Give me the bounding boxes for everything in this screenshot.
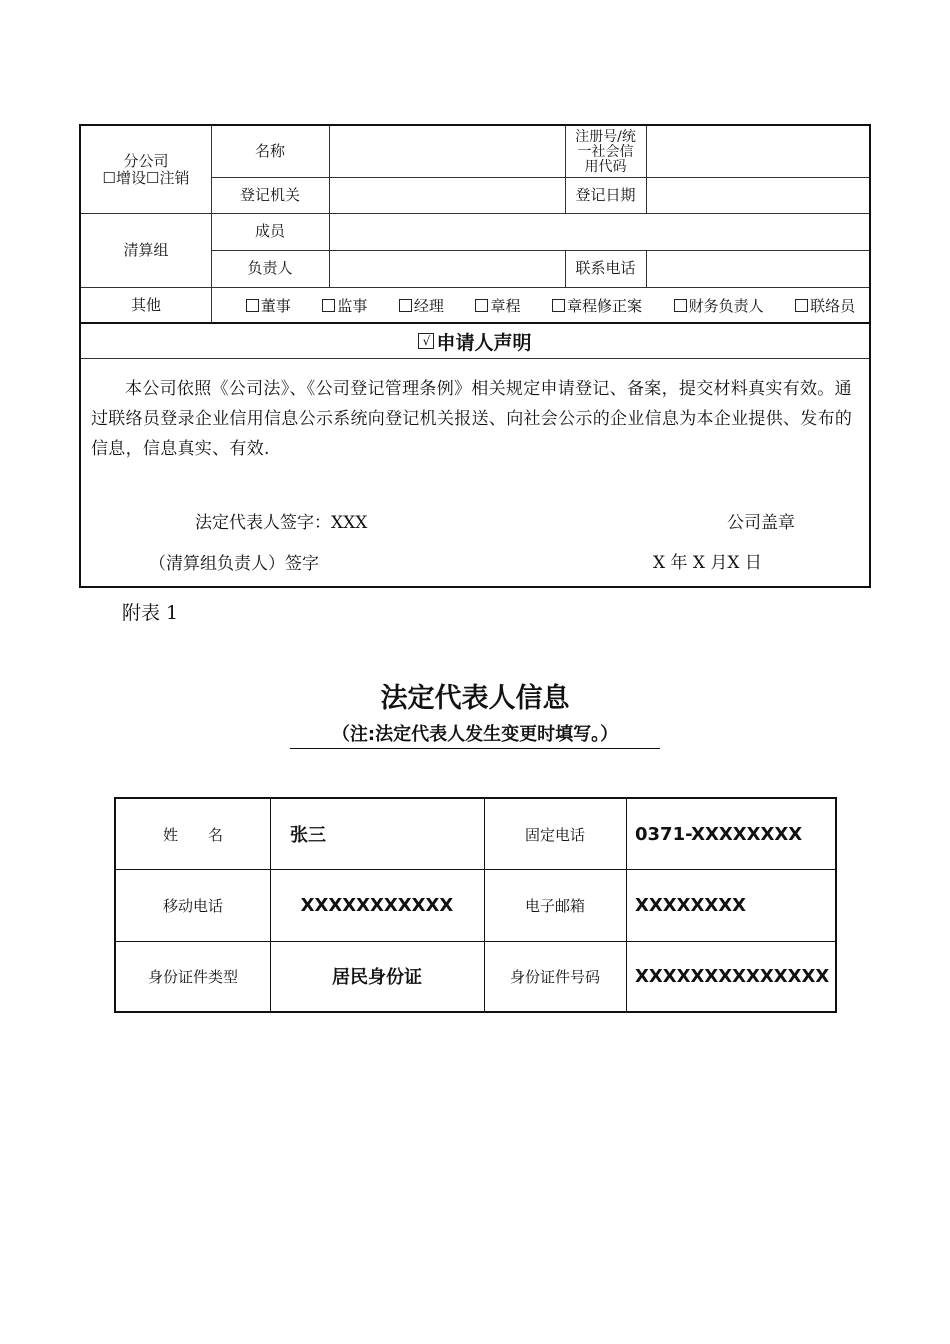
declaration-text: 本公司依照《公司法》、《公司登记管理条例》相关规定申请登记、备案，提交材料真实有效。通过联络员登录企业信用信息公示系统向登记机关报送、向社会公示的企业信息为本企业提供、发布的信息，信息真实、有效. [91, 379, 853, 459]
leader-field[interactable] [329, 250, 565, 287]
checkbox-icon [795, 299, 808, 312]
option-liaison[interactable]: 联络员 [795, 295, 855, 316]
divider [626, 799, 627, 1011]
divider [211, 287, 212, 323]
appendix-note: （注:法定代表人发生变更时填写。） [290, 720, 660, 749]
reg-no-label: 注册号/统一社会信用代码 [575, 129, 636, 175]
id-type-value[interactable]: 居民身份证 [332, 967, 422, 988]
checkbox-icon [552, 299, 565, 312]
leader-label: 负责人 [247, 259, 293, 278]
reg-date-label: 登记日期 [575, 185, 636, 204]
option-supervisor[interactable]: 监事 [322, 295, 367, 316]
members-label: 成员 [254, 222, 285, 241]
appendix-label: 附表 1 [122, 602, 179, 624]
other-label: 其他 [130, 295, 161, 314]
other-options [230, 287, 871, 323]
name-value[interactable]: 张三 [290, 825, 326, 846]
authority-field[interactable] [329, 177, 565, 213]
option-finance-head[interactable]: 财务负责人 [674, 295, 764, 316]
branch-options[interactable]: ☐增设☐注销 [102, 168, 190, 187]
id-number-label: 身份证件号码 [509, 967, 600, 986]
id-type-label: 身份证件类型 [147, 967, 238, 986]
option-director[interactable]: 董事 [246, 295, 291, 316]
name-field[interactable] [329, 126, 565, 177]
checkbox-icon [246, 299, 259, 312]
legal-rep-table [114, 797, 837, 1013]
members-field[interactable] [329, 213, 869, 250]
email-label: 电子邮箱 [524, 896, 585, 915]
reg-no-field[interactable] [646, 126, 869, 177]
declaration-title: √ 申请人声明 [81, 323, 869, 359]
option-manager[interactable]: 经理 [399, 295, 444, 316]
mobile-value[interactable]: XXXXXXXXXXX [300, 894, 454, 916]
phone-field[interactable] [646, 250, 869, 287]
checkbox-icon [399, 299, 412, 312]
authority-label: 登记机关 [239, 185, 300, 204]
checkbox-icon [475, 299, 488, 312]
option-articles[interactable]: 章程 [475, 295, 520, 316]
reg-date-field[interactable] [646, 177, 869, 213]
company-seal: 公司盖章 [727, 513, 795, 533]
email-value[interactable]: XXXXXXXX [635, 894, 747, 916]
landline-label: 固定电话 [524, 825, 585, 844]
checkbox-icon [674, 299, 687, 312]
appendix-title: 法定代表人信息 [380, 683, 570, 714]
registration-form [79, 124, 871, 588]
branch-label: 分公司 [123, 152, 169, 170]
liquidation-signature: （清算组负责人）签字 [149, 554, 319, 574]
id-number-value[interactable]: XXXXXXXXXXXXXX [635, 965, 830, 987]
checkbox-icon [322, 299, 335, 312]
phone-label: 联系电话 [575, 259, 636, 278]
legal-rep-signature: 法定代表人签字：XXX [195, 513, 368, 533]
sign-date: X 年 X 月X 日 [653, 553, 762, 573]
name-label: 名称 [254, 142, 285, 161]
liquidation-label: 清算组 [123, 240, 169, 259]
landline-value[interactable]: 0371-XXXXXXXX [635, 823, 803, 845]
mobile-label: 移动电话 [162, 896, 223, 915]
name-label: 姓 名 [162, 825, 223, 844]
option-articles-amendment[interactable]: 章程修正案 [552, 295, 642, 316]
branch-cell [81, 126, 211, 213]
checked-box-icon[interactable]: √ [418, 333, 434, 349]
